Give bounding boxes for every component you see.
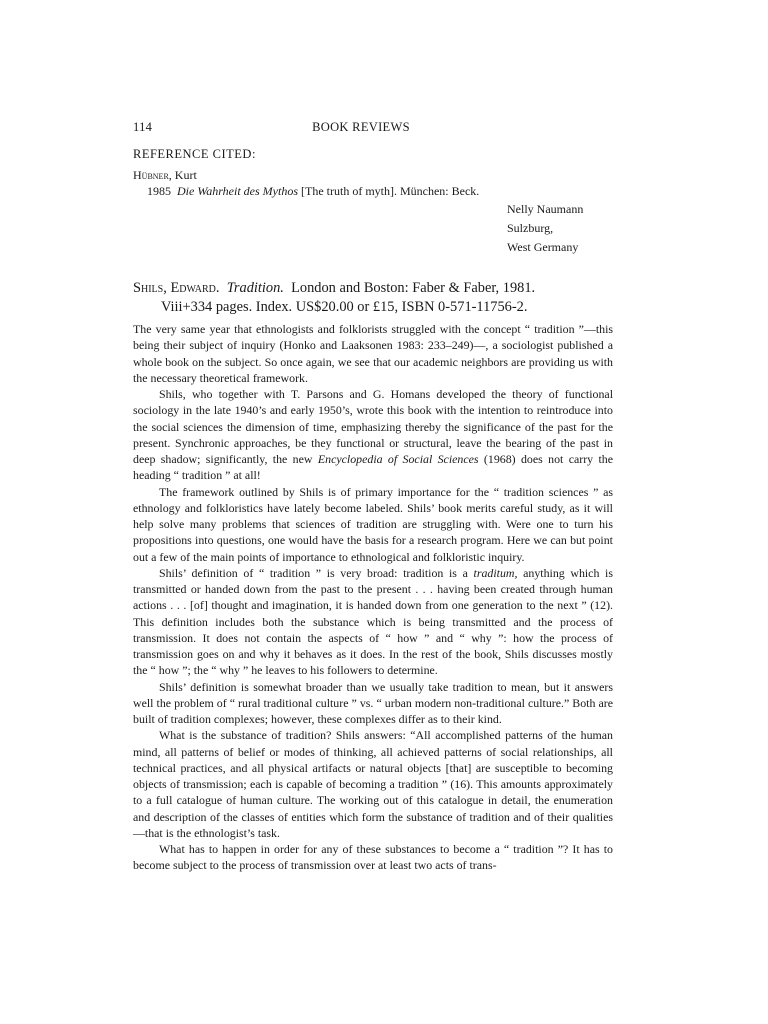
review-book-title: Tradition. (226, 280, 284, 296)
paragraph-4: Shils’ definition of “ tradition ” is very broad: tradition is a traditum, anything which is transmitted or handed down from the past to the present . . . having been created through human actions . . . [of] thought and imagination, it is handed down from one generation to the next ” (12). This definition includes both the substance which is being transmitted and the process of transmission. It does not contain the aspects of “ how ” and “ why ”: how the process of transmission goes on and why it behaves as it does. In the rest of the book, Shils discusses mostly the “ how ”; the “ why ” he leaves to his followers to determine. (133, 565, 613, 678)
paragraph-5: Shils’ definition is somewhat broader than we usually take tradition to mean, but it answers well the problem of “ rural traditional culture ” vs. “ urban modern non-traditional culture.” Both are built of tradition complexes; however, these complexes differ as to their kind. (133, 679, 613, 726)
paragraph-6: What is the substance of tradition? Shils answers: “All accomplished patterns of the human mind, all patterns of belief or modes of thinking, all achieved patterns of social relationships, all technical practices, and all physical artifacts or natural objects [that] are susceptible to becoming objects of transmission; each is capable of becoming a tradition ” (16). This amounts approximately to a full catalogue of human culture. The working out of this catalogue in detail, the enumeration and description of the classes of entities which form the substance of tradition and of their qualities—that is the ethnologist’s task. (133, 728, 613, 840)
running-title: BOOK REVIEWS (312, 120, 410, 134)
reviewer-signature (133, 200, 613, 257)
paragraph-2: Shils, who together with T. Parsons and G. Homans developed the theory of functional sociology in the late 1940’s and early 1950’s, wrote this book with the intention to reintroduce into the social sciences the dimension of time, emphasizing thereby the significance of the past for the present. Synchronic approaches, be they functional or structural, leave the bearing of the past in deep shadow; significantly, the new Encyclopedia of Social Sciences (1968) does not carry the heading “ tradition ” at all! (133, 387, 613, 483)
review-author-lastname: Shils, (133, 280, 167, 296)
reference-cited-section (133, 147, 613, 257)
reference-author-firstname: Kurt (174, 168, 197, 182)
reference-author (133, 168, 613, 183)
reference-title-rest: [The truth of myth]. München: Beck. (298, 184, 480, 198)
review-body (133, 321, 613, 874)
reviewer-country: West Germany (507, 240, 579, 254)
review-citation-line-1 (133, 279, 613, 298)
reference-heading: REFERENCE CITED: (133, 147, 256, 161)
paragraph-3: The framework outlined by Shils is of primary importance for the “ tradition sciences ” as ethnology and folkloristics have lately become labeled. Shils’ book merits careful study, as it will help solve many problems that sciences of tradition are struggling with. Were one to turn his propositions into questions, one would have the basis for a research program. Here we can but point out a few of the main points of importance to ethnological and folkloristic inquiry. (133, 484, 613, 564)
paragraph-7: What has to happen in order for any of these substances to become a “ tradition ”? It has to become subject to the process of transmission over at least two acts of trans- (133, 842, 613, 873)
review-details: Viii+334 pages. Index. US$20.00 or £15, ISBN 0-571-11756-2. (161, 299, 528, 315)
reference-entry (133, 184, 613, 199)
reference-title: Die Wahrheit des Mythos (177, 184, 298, 198)
review-author-firstname: Edward. (170, 280, 220, 296)
review-publication: London and Boston: Faber & Faber, 1981. (291, 280, 536, 296)
reference-author-lastname: Hübner, (133, 168, 172, 182)
reviewer-name: Nelly Naumann (507, 202, 584, 216)
reference-year: 1985 (147, 184, 171, 198)
reviewer-city: Sulzburg, (507, 221, 554, 235)
review-citation (133, 279, 613, 317)
paragraph-1: The very same year that ethnologists and folklorists struggled with the concept “ tradition ”—this being their subject of inquiry (Honko and Laaksonen 1983: 233–249)—, a sociologist published a whole book on the subject. So once again, we see that our academic neighbors are providing us with the necessary theoretical framework. (133, 322, 613, 385)
page-number: 114 (133, 120, 153, 134)
